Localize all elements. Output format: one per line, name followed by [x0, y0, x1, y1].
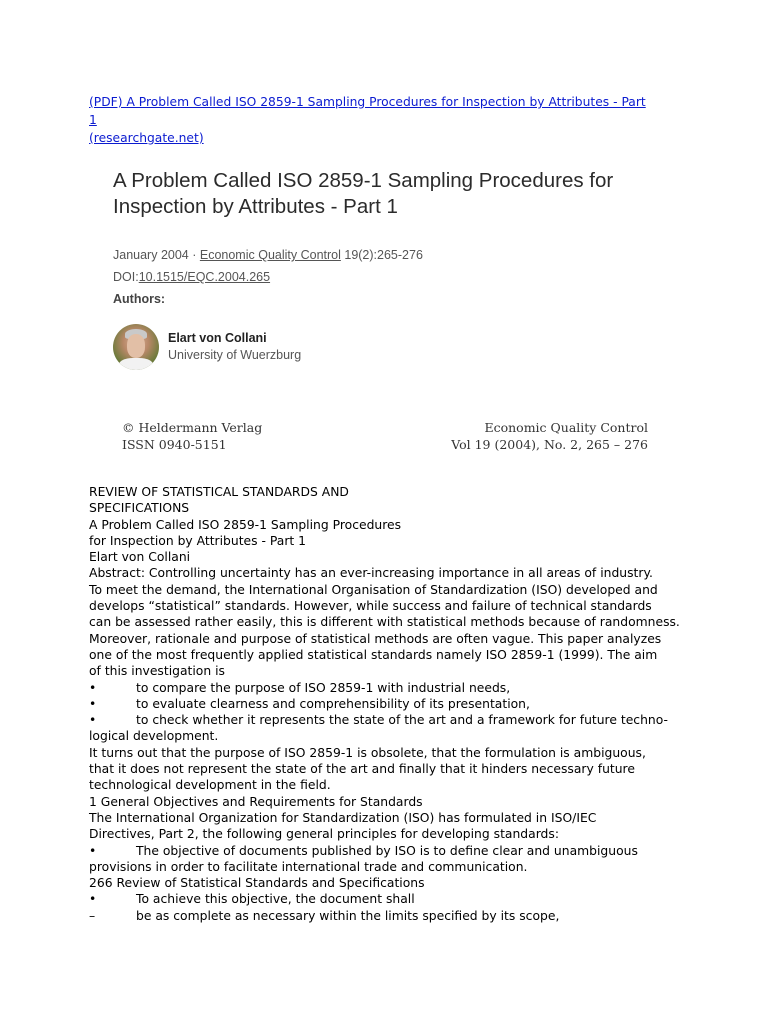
- list-item: • to evaluate clearness and comprehensibility of its presentation,: [89, 696, 530, 711]
- avatar[interactable]: [113, 324, 159, 370]
- section-heading: REVIEW OF STATISTICAL STANDARDS AND SPECIFICATIONS: [89, 485, 349, 516]
- list-item: • to compare the purpose of ISO 2859-1 with industrial needs,: [89, 680, 511, 695]
- bullet-icon: •: [89, 696, 97, 711]
- author-name[interactable]: Elart von Collani: [168, 331, 267, 345]
- authors-label: Authors:: [113, 292, 166, 306]
- paper-author: Elart von Collani: [89, 550, 191, 565]
- publisher-info: © Heldermann Verlag ISSN 0940-5151: [122, 420, 263, 452]
- list-item: • to check whether it represents the state of the art and a framework for future techno-: [89, 713, 668, 728]
- bullet-icon: •: [89, 680, 97, 695]
- bullet-icon: •: [89, 713, 97, 728]
- section-1-heading: 1 General Objectives and Requirements for Standards: [89, 794, 423, 809]
- dash-icon: –: [89, 908, 96, 923]
- list-item: • The objective of documents published by ISO is to define clear and unambiguous: [89, 843, 638, 858]
- researchgate-link[interactable]: (PDF) A Problem Called ISO 2859-1 Sampling Procedures for Inspection by Attributes - Part 1 (researchgate.net): [89, 95, 646, 145]
- list-item: – be as complete as necessary within the limits specified by its scope,: [89, 908, 560, 923]
- bullet-icon: •: [89, 892, 97, 907]
- publication-meta: [113, 244, 423, 288]
- section-1-paragraph: The International Organization for Standardization (ISO) has formulated in ISO/IEC Directives, Part 2, the following general principles for developing standards:: [89, 810, 597, 842]
- running-head: 266 Review of Statistical Standards and Specifications: [89, 876, 425, 891]
- journal-info: Economic Quality Control Vol 19 (2004), No. 2, 265 – 276: [451, 420, 648, 452]
- journal-link[interactable]: Economic Quality Control: [199, 248, 341, 262]
- author-affiliation: University of Wuerzburg: [168, 348, 302, 362]
- list-item: • To achieve this objective, the document shall: [89, 892, 415, 907]
- document-body: [89, 484, 689, 924]
- bullet-continuation: logical development.: [89, 729, 219, 744]
- researchgate-card: [113, 168, 673, 362]
- author-card[interactable]: [113, 324, 301, 370]
- author-info: [168, 330, 301, 364]
- source-link[interactable]: [89, 93, 649, 147]
- results-paragraph: It turns out that the purpose of ISO 2859-1 is obsolete, that the formulation is ambiguous, that it does not represent the state of the art and finally that it hinders necessary future technological development in the field.: [89, 745, 646, 793]
- publication-doi: DOI:10.1515/EQC.2004.265: [113, 270, 271, 284]
- paper-title: A Problem Called ISO 2859-1 Sampling Procedures for Inspection by Attributes - Part 1: [89, 517, 402, 548]
- principle-continuation: provisions in order to facilitate international trade and communication.: [89, 859, 528, 874]
- publication-date-journal: January 2004 · Economic Quality Control 19(2):265-276: [113, 248, 423, 262]
- doi-link[interactable]: 10.1515/EQC.2004.265: [138, 270, 271, 284]
- abstract: Abstract: Controlling uncertainty has an ever-increasing importance in all areas of industry. To meet the demand, the International Organisation of Standardization (ISO) developed and develops “statistical” standards. However, while success and failure of technical standards can be assessed rather easily, this is different with statistical methods because of randomness. Moreover, rationale and purpose of statistical methods are often vague. This paper analyzes one of the most frequently applied statistical standards namely ISO 2859-1 (1999). The aim of this investigation is: [89, 566, 680, 679]
- bullet-icon: •: [89, 843, 97, 858]
- publication-title: A Problem Called ISO 2859-1 Sampling Procedures for Inspection by Attributes - Part 1: [113, 169, 614, 218]
